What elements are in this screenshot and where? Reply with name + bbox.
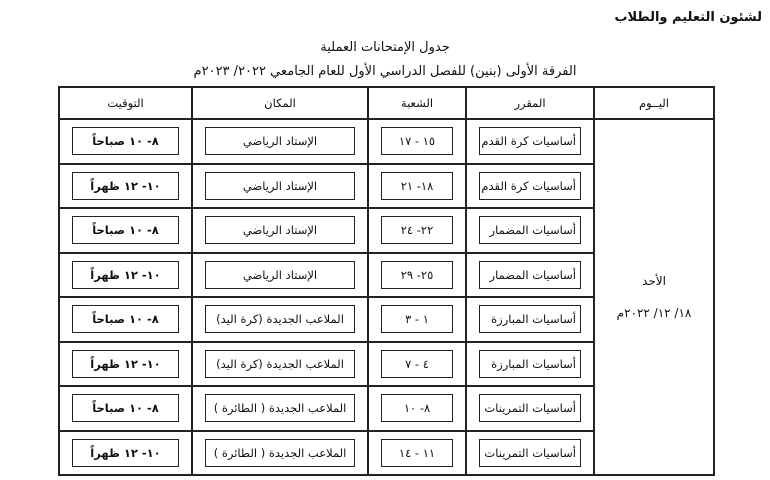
course-cell	[466, 119, 594, 164]
place-text: الملاعب الجديدة (كرة اليد)	[205, 350, 355, 378]
time-text: ١٠- ١٢ ظهراً	[72, 172, 179, 200]
course-text: أساسيات المضمار	[479, 216, 581, 244]
course-text: أساسيات كرة القدم	[479, 172, 581, 200]
place-cell	[192, 431, 368, 476]
place-cell	[192, 253, 368, 298]
course-text: أساسيات المبارزة	[479, 305, 581, 333]
column-header-section-label: الشعبة	[400, 96, 434, 110]
course-text: أساسيات التمرينات	[479, 439, 581, 467]
course-cell	[466, 164, 594, 209]
section-cell	[368, 119, 466, 164]
course-cell	[466, 386, 594, 431]
place-cell	[192, 342, 368, 387]
course-text: أساسيات كرة القدم	[479, 127, 581, 155]
time-text: ٨- ١٠ صباحاً	[72, 127, 179, 155]
course-cell	[466, 431, 594, 476]
place-cell	[192, 208, 368, 253]
course-cell	[466, 342, 594, 387]
time-cell	[59, 342, 192, 387]
place-cell	[192, 386, 368, 431]
time-cell	[59, 119, 192, 164]
day-name: الأحد	[642, 274, 666, 288]
course-text: أساسيات التمرينات	[479, 394, 581, 422]
section-text: ١٨- ٢١	[381, 172, 453, 200]
section-cell	[368, 208, 466, 253]
column-header-place-label: المكان	[264, 96, 296, 110]
place-text: الإستاد الرياضي	[205, 127, 355, 155]
time-cell	[59, 386, 192, 431]
place-cell	[192, 297, 368, 342]
column-header-day	[594, 87, 714, 119]
course-cell	[466, 208, 594, 253]
course-text: أساسيات المضمار	[479, 261, 581, 289]
course-text: أساسيات المبارزة	[479, 350, 581, 378]
time-cell	[59, 253, 192, 298]
section-text: ١٥ - ١٧	[381, 127, 453, 155]
place-text: الملاعب الجديدة (كرة اليد)	[205, 305, 355, 333]
page-subtitle: الفرقة الأولى (بنين) للفصل الدراسي الأول للعام الجامعي ٢٠٢٢/ ٢٠٢٣م	[193, 64, 577, 79]
time-text: ٨- ١٠ صباحاً	[72, 394, 179, 422]
day-cell	[594, 119, 714, 475]
place-text: الإستاد الرياضي	[205, 216, 355, 244]
column-header-day-label: اليــوم	[639, 96, 669, 110]
time-text: ١٠- ١٢ ظهراً	[72, 350, 179, 378]
section-text: ٢٢- ٢٤	[381, 216, 453, 244]
day-date: ١٨/ ١٢/ ٢٠٢٢م	[616, 306, 692, 320]
column-header-time	[59, 87, 192, 119]
time-text: ١٠- ١٢ ظهراً	[72, 261, 179, 289]
column-header-course-label: المقرر	[514, 96, 546, 110]
column-header-time-label: التوقيت	[107, 96, 144, 110]
time-cell	[59, 431, 192, 476]
section-cell	[368, 386, 466, 431]
place-text: الإستاد الرياضي	[205, 261, 355, 289]
page-title: جدول الإمتحانات العملية	[320, 40, 450, 55]
section-cell	[368, 253, 466, 298]
section-cell	[368, 431, 466, 476]
section-text: ٨- ١٠	[381, 394, 453, 422]
time-cell	[59, 208, 192, 253]
section-text: ٢٥- ٢٩	[381, 261, 453, 289]
place-text: الملاعب الجديدة ( الطائرة )	[205, 439, 355, 467]
section-text: ١١ - ١٤	[381, 439, 453, 467]
time-cell	[59, 297, 192, 342]
time-text: ٨- ١٠ صباحاً	[72, 216, 179, 244]
column-header-section	[368, 87, 466, 119]
table-header-row	[59, 87, 714, 119]
place-cell	[192, 164, 368, 209]
time-text: ١٠- ١٢ ظهراً	[72, 439, 179, 467]
section-text: ٤ - ٧	[381, 350, 453, 378]
section-cell	[368, 164, 466, 209]
course-cell	[466, 297, 594, 342]
course-cell	[466, 253, 594, 298]
column-header-course	[466, 87, 594, 119]
column-header-place	[192, 87, 368, 119]
place-text: الإستاد الرياضي	[205, 172, 355, 200]
section-cell	[368, 342, 466, 387]
time-text: ٨- ١٠ صباحاً	[72, 305, 179, 333]
place-cell	[192, 119, 368, 164]
department-header: لشئون التعليم والطلاب	[614, 10, 762, 25]
section-text: ١ - ٣	[381, 305, 453, 333]
section-cell	[368, 297, 466, 342]
time-cell	[59, 164, 192, 209]
exam-schedule-table	[58, 86, 715, 476]
table-row	[59, 119, 714, 164]
place-text: الملاعب الجديدة ( الطائرة )	[205, 394, 355, 422]
